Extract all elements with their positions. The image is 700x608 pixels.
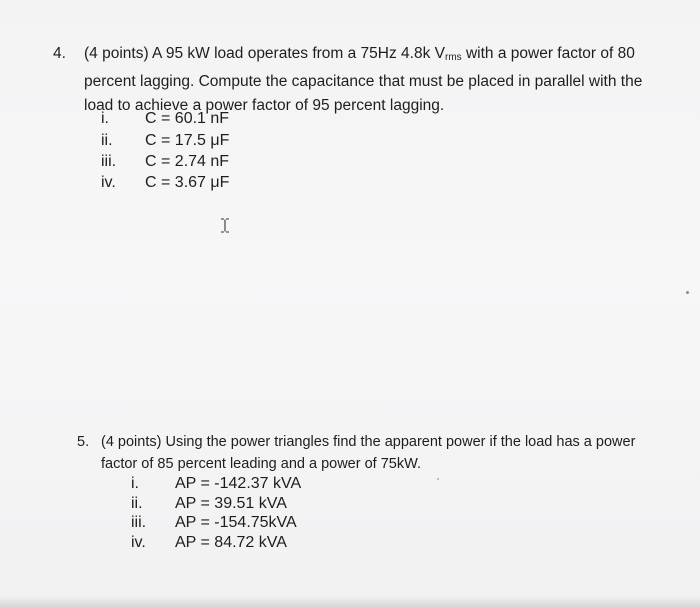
q4-option-ii [101, 132, 229, 150]
q4-option-iii-roman: iii. [101, 153, 117, 170]
q4-option-iii-value: C = 2.74 nF [145, 153, 230, 170]
q5-option-ii [131, 495, 287, 513]
q4-option-iv [101, 174, 229, 192]
q4-option-ii-roman: ii. [101, 132, 113, 149]
q4-option-iv-roman: iv. [101, 174, 116, 191]
speck-dot [686, 291, 689, 294]
bottom-shadow [0, 596, 700, 608]
question-4 [53, 42, 665, 118]
q5-option-ii-value: AP = 39.51 kVA [175, 495, 287, 512]
q5-option-i-roman: i. [131, 475, 139, 492]
q4-option-i-roman: i. [101, 110, 109, 127]
question-5 [77, 431, 657, 475]
q5-option-i-value: AP = -142.37 kVA [175, 475, 302, 492]
text-cursor-icon [220, 218, 230, 233]
question-4-number: 4. [53, 45, 66, 62]
q4-option-i [101, 110, 229, 128]
q4-option-i-value: C = 60.1 nF [145, 110, 230, 127]
speck-dot [437, 478, 439, 480]
q5-option-iii-value: AP = -154.75kVA [175, 514, 297, 531]
question-4-subscript: rms [445, 52, 462, 63]
q4-option-iii [101, 153, 229, 171]
q4-option-ii-value: C = 17.5 μF [145, 132, 230, 149]
q5-option-iv [131, 534, 287, 552]
question-4-text-before: (4 points) A 95 kW load operates from a 75Hz 4.8k V [84, 45, 445, 62]
q5-option-iii [131, 514, 297, 532]
q4-option-iv-value: C = 3.67 μF [145, 174, 230, 191]
q5-option-ii-roman: ii. [131, 495, 143, 512]
q5-option-i [131, 475, 301, 493]
q5-option-iv-roman: iv. [131, 534, 146, 551]
q5-option-iv-value: AP = 84.72 kVA [175, 534, 287, 551]
question-4-text [84, 42, 665, 118]
question-5-number: 5. [77, 434, 90, 450]
question-5-text: (4 points) Using the power triangles find the apparent power if the load has a power factor of 85 percent leading and a power of 75kW. [101, 434, 636, 472]
question-4-text-after: with a power factor of 80 percent lagging. Compute the capacitance that must be placed in parallel with the load to achieve a power factor of 95 percent lagging. [84, 45, 643, 114]
q5-option-iii-roman: iii. [131, 514, 147, 531]
